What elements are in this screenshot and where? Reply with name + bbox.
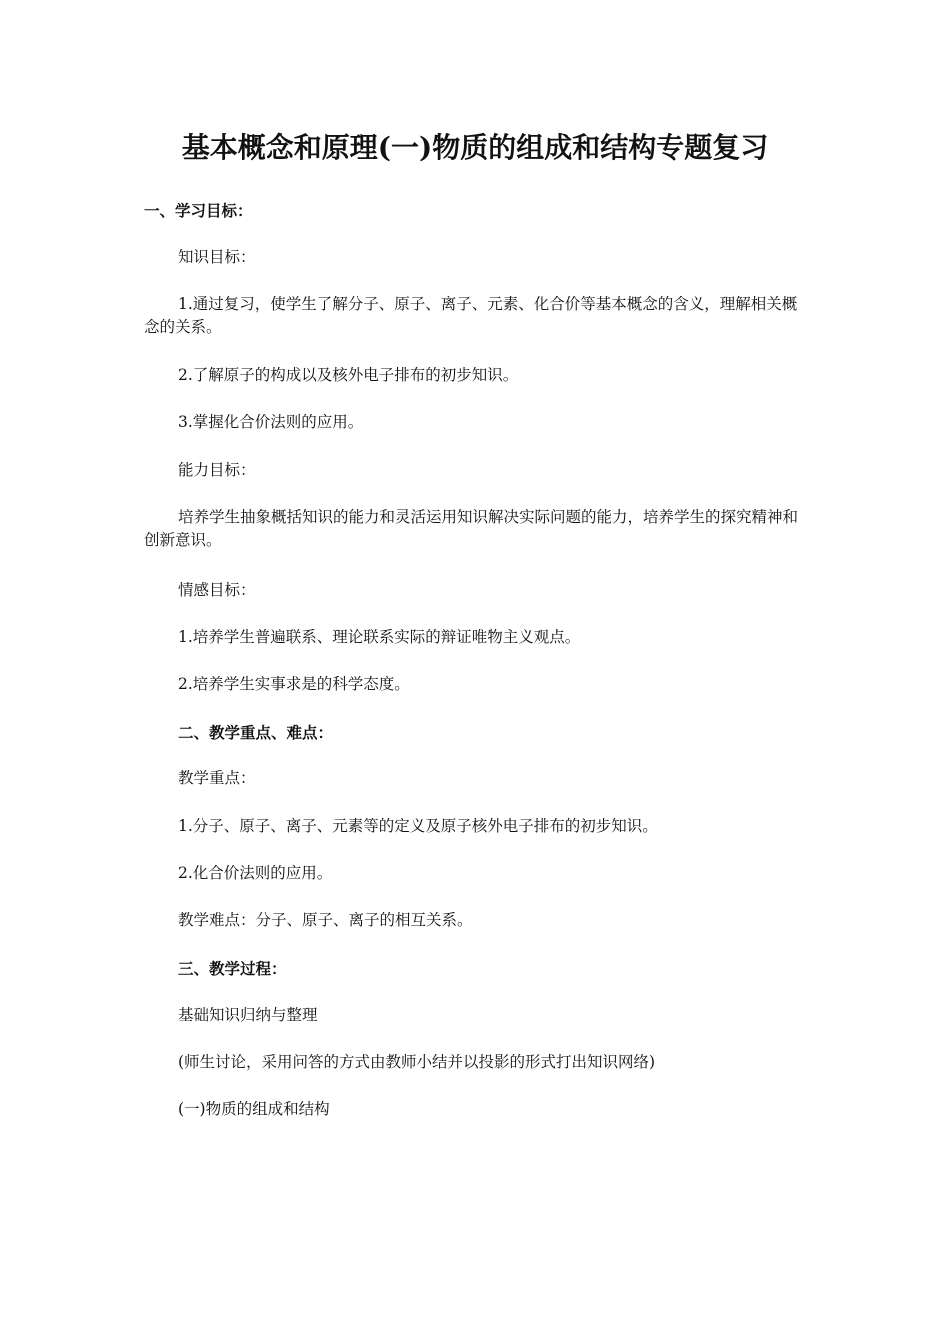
paragraph-basic-knowledge: 基础知识归纳与整理 — [178, 1006, 318, 1024]
paragraph-difficult-point: 教学难点：分子、原子、离子的相互关系。 — [178, 911, 473, 929]
paragraph-discussion-note: (师生讨论，采用问答的方式由教师小结并以投影的形式打出知识网络) — [178, 1053, 656, 1071]
paragraph-key-points-label: 教学重点： — [178, 769, 256, 787]
paragraph-knowledge-goals-label: 知识目标： — [178, 248, 256, 266]
paragraph-emotion-goal-2: 2.培养学生实事求是的科学态度。 — [178, 675, 410, 693]
paragraph-emotion-goal-1: 1.培养学生普遍联系、理论联系实际的辩证唯物主义观点。 — [178, 628, 581, 646]
paragraph-key-point-1: 1.分子、原子、离子、元素等的定义及原子核外电子排布的初步知识。 — [178, 817, 658, 835]
section-heading-key-points: 二、教学重点、难点： — [178, 723, 334, 742]
paragraph-emotion-goals-label: 情感目标： — [178, 581, 256, 599]
paragraph-subsection-composition: (一)物质的组成和结构 — [178, 1100, 330, 1118]
section-heading-learning-goals: 一、学习目标： — [144, 201, 253, 220]
paragraph-knowledge-goal-3: 3.掌握化合价法则的应用。 — [178, 413, 364, 431]
section-heading-teaching-process: 三、教学过程： — [178, 959, 287, 978]
paragraph-ability-goals-label: 能力目标： — [178, 461, 256, 479]
paragraph-key-point-2: 2.化合价法则的应用。 — [178, 864, 333, 882]
paragraph-knowledge-goal-1: 1.通过复习，使学生了解分子、原子、离子、元素、化合价等基本概念的含义，理解相关概念的关系。 — [144, 295, 798, 336]
paragraph-ability-goal: 培养学生抽象概括知识的能力和灵活运用知识解决实际问题的能力，培养学生的探究精神和创新意识。 — [144, 508, 799, 549]
paragraph-knowledge-goal-2: 2.了解原子的构成以及核外电子排布的初步知识。 — [178, 366, 519, 384]
document-title: 基本概念和原理(一)物质的组成和结构专题复习 — [181, 131, 769, 164]
